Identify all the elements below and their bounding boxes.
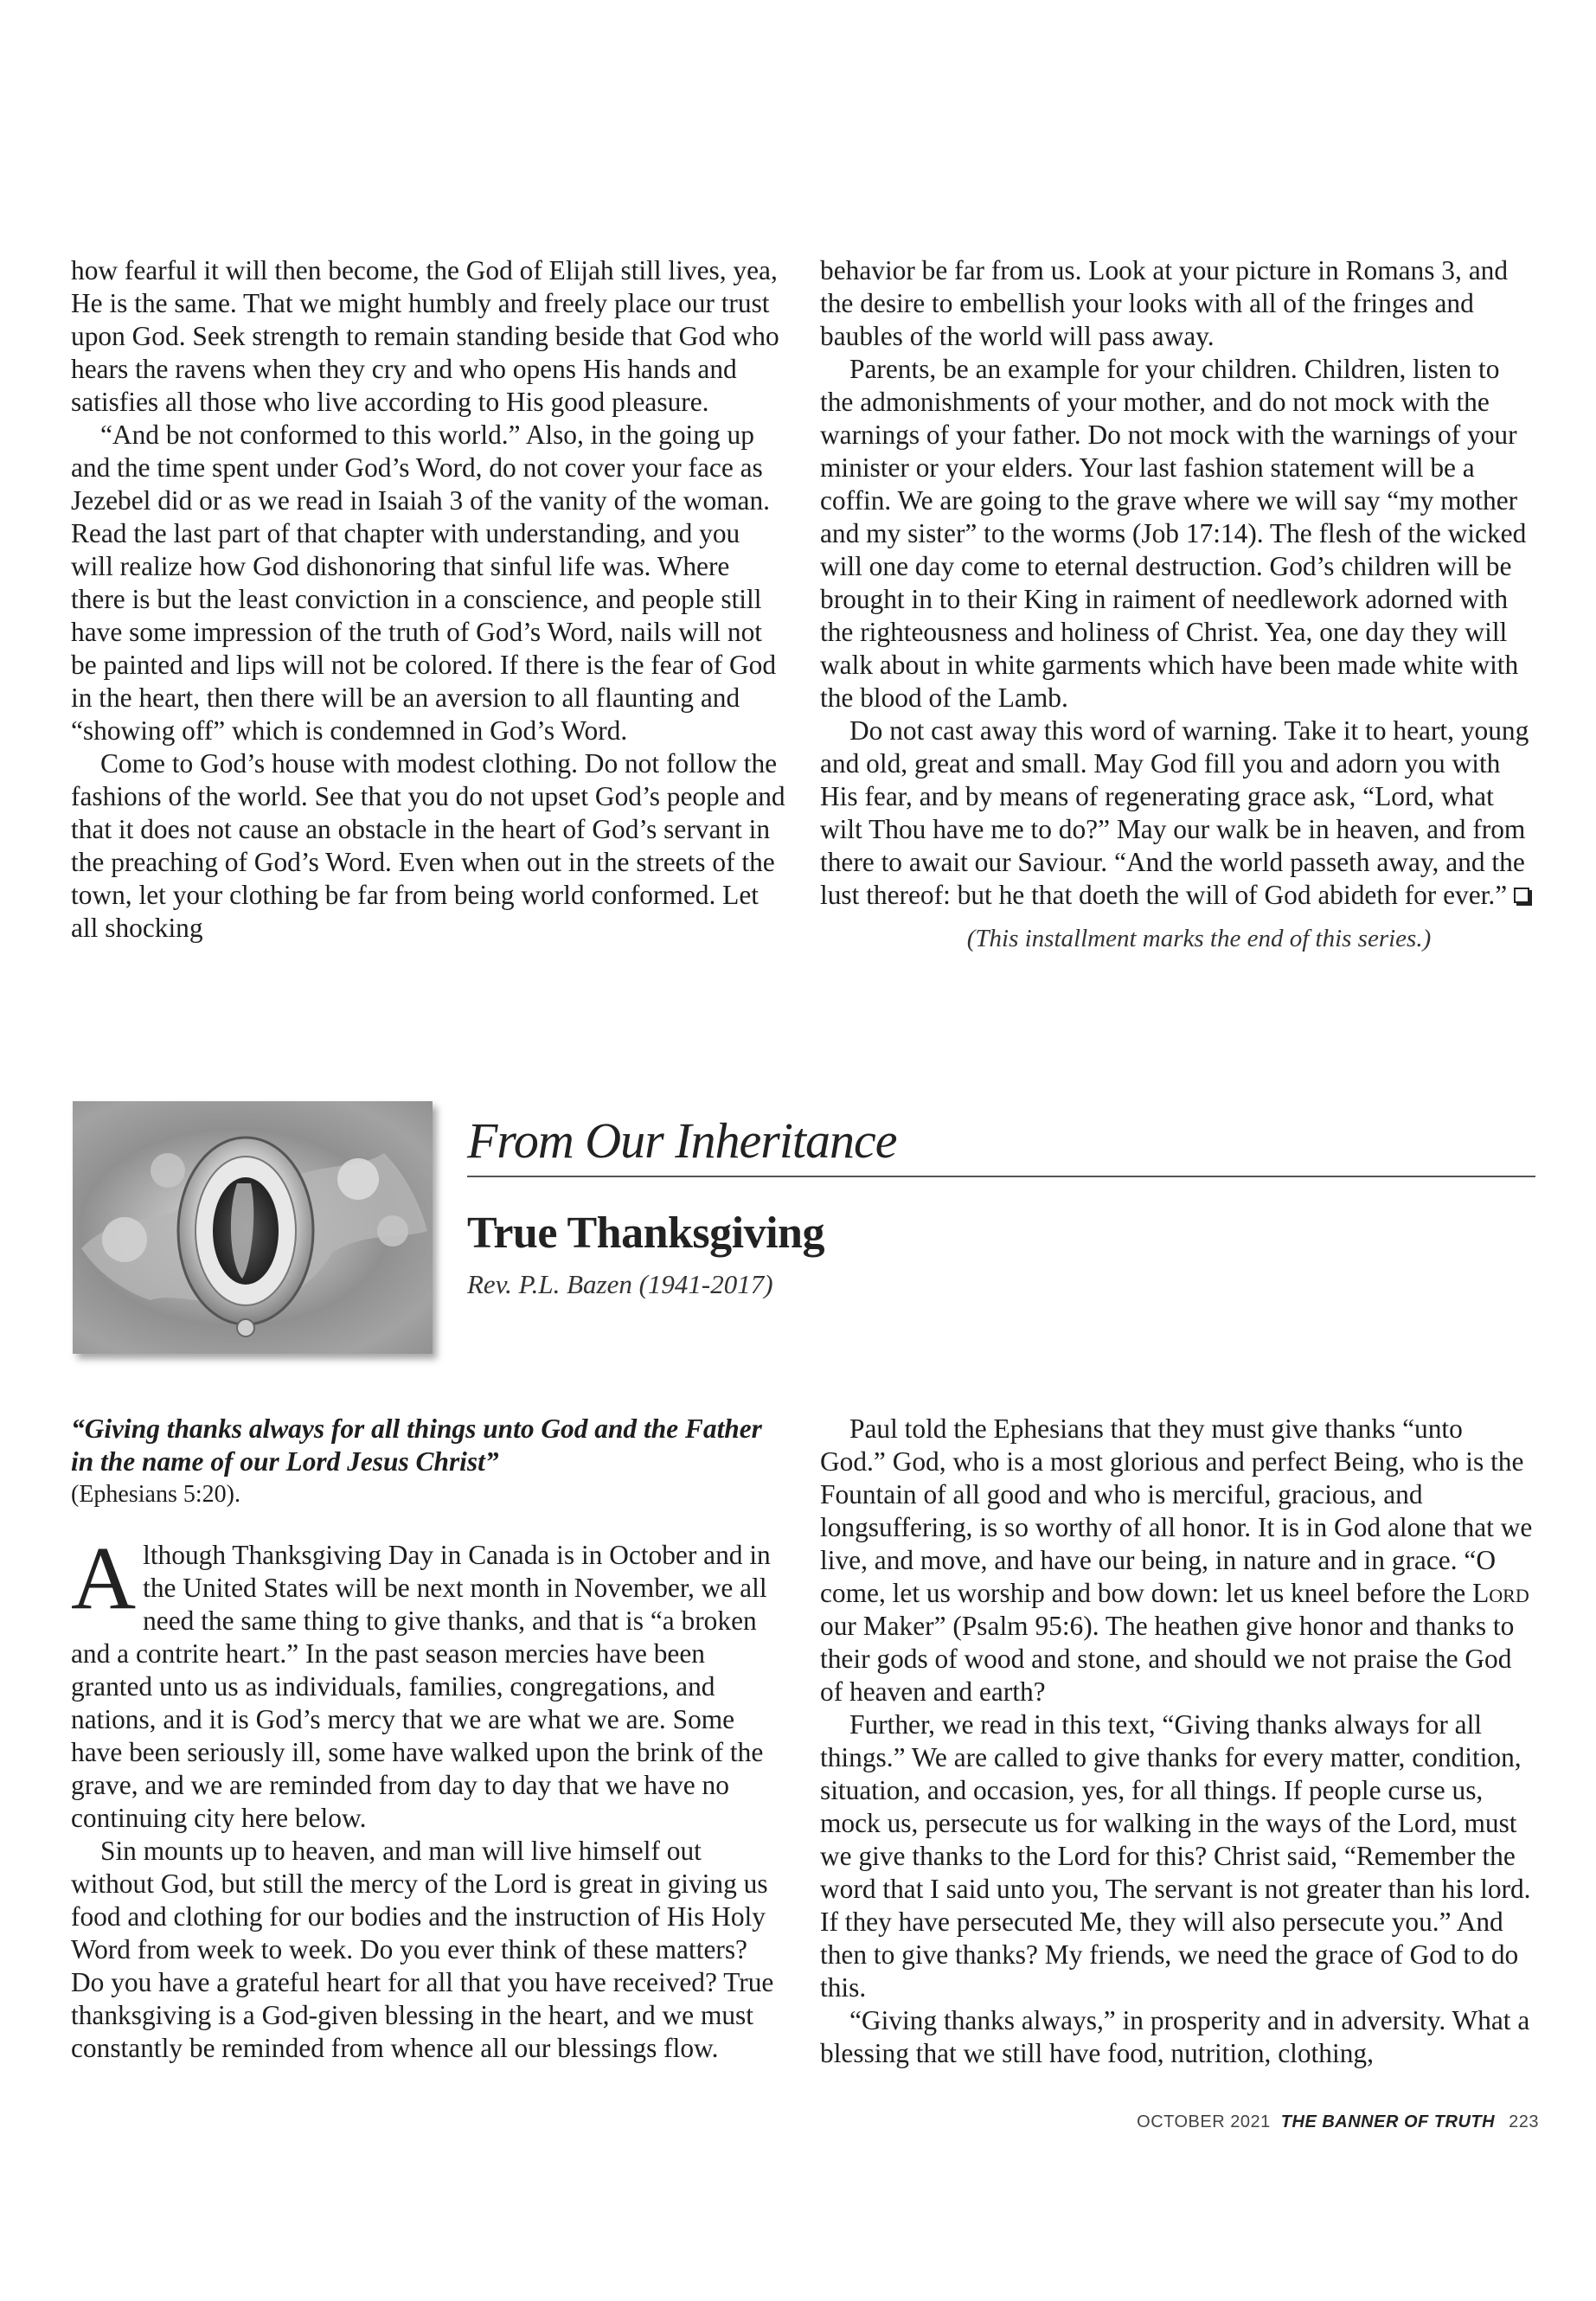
paragraph-text-after: our Maker” (Psalm 95:6). The heathen give honor and thanks to their gods of wood and stone, and should we not praise the God of heaven and earth? (820, 1611, 1515, 1707)
article-right-column (820, 1413, 1535, 2070)
opening-paragraph-text: lthough Thanksgiving Day in Canada is in October and in the United States will be next month in November, we all need the same thing to give thanks, and that is “a broken and a contrite heart.” In the past season mercies have been granted unto us as individuals, families, congregations, and nations, and it is God’s mercy that we are what we are. Some have been seriously ill, some have walked upon the brink of the grave, and we are reminded from day to day that we have no continuing city here below. (71, 1540, 771, 1833)
paragraph: Parents, be an example for your children. Children, listen to the admonishments of your mother, and do not mock with the warnings of your father. Do not mock with the warnings of your minister or your elders. Your last fashion statement will be a coffin. We are going to the grave where we will say “my mother and my sister” to the worms (Job 17:14). The flesh of the wicked will one day come to eternal destruction. God’s children will be brought in to their King in raiment of needlework adorned with the righteousness and holiness of Christ. Yea, one day they will walk about in white garments which have been made white with the blood of the Lamb. (820, 354, 1527, 713)
paragraph: Further, we read in this text, “Giving thanks always for all things.” We are called to give thanks for every matter, condition, situation, and occasion, yes, for all things. If people curse us, mock us, persecute us for walking in the ways of the Lord, must we give thanks to the Lord for this? Christ said, “Remember the word that I said unto you, The servant is not greater than his lord. If they have persecuted Me, they will also persecute you.” And then to give thanks? My friends, we need the grace of God to do this. (820, 1709, 1531, 2003)
locket-illustration (73, 1101, 433, 1354)
closing-paragraph (820, 715, 1535, 912)
article-left-column (71, 1413, 785, 2065)
epigraph-reference: (Ephesians 5:20). (71, 1481, 240, 1508)
paragraph: behavior be far from us. Look at your picture in Romans 3, and the desire to embellish your looks with all of the fringes and baubles of the world will pass away. (820, 255, 1509, 351)
issue-date: OCTOBER 2021 (1137, 2112, 1271, 2131)
header-photo-locket (73, 1101, 433, 1354)
article-title: True Thanksgiving (467, 1208, 824, 1258)
lord-small-caps: Lord (1472, 1578, 1529, 1608)
paragraph-text-before: Paul told the Ephesians that they must give thanks “unto God.” God, who is a most glorious and perfect Being, who is the Fountain of all good and who is merciful, gracious, and longsuffering, is so worthy of all honor. It is in God alone that we live, and move, and have our being, in nature and in grace. “O come, let us worship and bow down: let us kneel before the (820, 1413, 1533, 1608)
closing-paragraph-text: Do not cast away this word of warning. Take it to heart, young and old, great and small. May God fill you and adorn you with His fear, and by means of regenerating grace ask, “Lord, what wilt Thou have me to do?” May our walk be in heaven, and from there to await our Saviour. “And the world passeth away, and the lust thereof: but he that doeth the will of God abideth for ever.” (820, 715, 1529, 910)
end-of-article-square-icon (1514, 888, 1529, 903)
article-author: Rev. P.L. Bazen (1941-2017) (467, 1269, 773, 1299)
series-note: (This installment marks the end of this series.) (966, 925, 1432, 952)
publication-name: THE BANNER OF TRUTH (1280, 2112, 1496, 2131)
paragraph: how fearful it will then become, the God of Elijah still lives, yea, He is the same. That we might humbly and freely place our trust upon God. Seek strength to remain standing beside that God who hears the ravens when they cry and who opens His hands and satisfies all those who live according to His good pleasure. (71, 255, 779, 417)
page-number: 223 (1509, 2112, 1539, 2131)
paragraph: “Giving thanks always,” in prosperity and in adversity. What a blessing that we still have food, nutrition, clothing, (820, 2005, 1530, 2068)
paragraph (820, 1413, 1535, 1708)
paragraph: Come to God’s house with modest clothing. Do not follow the fashions of the world. See that you do not upset God’s people and that it does not cause an obstacle in the heart of God’s servant in the preaching of God’s Word. Even when out in the streets of the town, let your clothing be far from being world conformed. Let all shocking (71, 748, 785, 943)
page-footer (1137, 2112, 1539, 2132)
drop-cap: A (71, 1529, 137, 1628)
epigraph: “Giving thanks always for all things unto God and the Father in the name of our Lord Jesus Christ” (71, 1413, 762, 1477)
paragraph: “And be not conformed to this world.” Also, in the going up and the time spent under God’s Word, do not cover your face as Jezebel did or as we read in Isaiah 3 of the vanity of the woman. Read the last part of that chapter with understanding, and you will realize how God dishonoring that sinful life was. Where there is but the least conviction in a conscience, and people still have some impression of the truth of God’s Word, nails will not be painted and lips will not be colored. If there is the fear of God in the heart, then there will be an aversion to all flaunting and “showing off” which is condemned in God’s Word. (71, 420, 777, 746)
previous-article-right-column (820, 254, 1535, 955)
section-title: From Our Inheritance (467, 1112, 897, 1169)
paragraph: Sin mounts up to heaven, and man will live himself out without God, but still the mercy of the Lord is great in giving us food and clothing for our bodies and the instruction of His Holy Word from week to week. Do you ever think of these matters? Do you have a grateful heart for all that you have received? True thanksgiving is a God-given blessing in the heart, and we must constantly be reminded from whence all our blessings flow. (71, 1836, 774, 2063)
opening-paragraph (71, 1529, 785, 1835)
previous-article-left-column (71, 254, 785, 945)
section-divider (467, 1176, 1535, 1177)
